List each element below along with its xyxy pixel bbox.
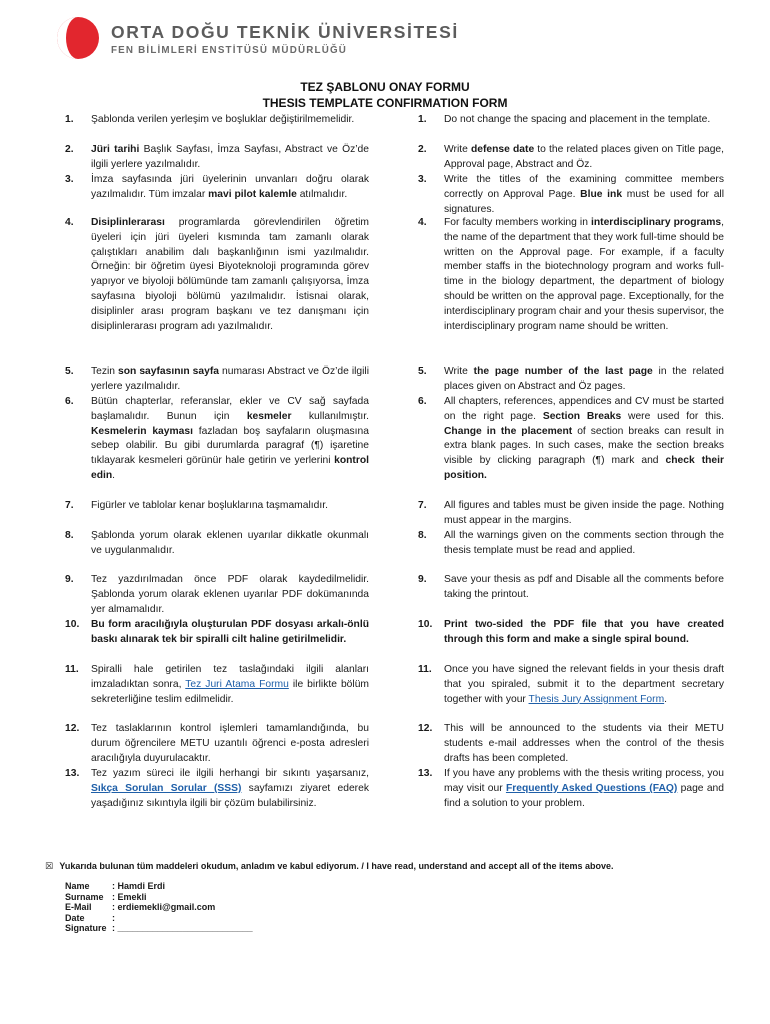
tr-item-13: 13. Tez yazım süreci ile ilgili herhangi bir sıkıntı yaşarsanız, Sıkça Sorulan Sorular (SSS) sayfamızı ziyaret ederek yaşadığınız sıkıntıyla ilgili bir çözüm bulabilirsiniz. [65,768,369,809]
faq-link-en[interactable]: Frequently Asked Questions (FAQ) [505,782,678,794]
tr-item-11: 11. Spiralli hale getirilen tez taslağındaki ilgili alanları imzaladıktan sonra, Tez Juri Atama Formu ile birlikte bölüm sekreterliğine teslim edilmelidir. [65,664,369,705]
confirmation-statement [45,861,614,872]
metu-logo-icon [55,15,101,61]
en-item-11: 11. Once you have signed the relevant fields in your thesis draft that you spiraled, submit it to the department secretary together with your Thesis Jury Assignment Form. [418,664,724,705]
en-item-13: 13. If you have any problems with the thesis writing process, you may visit our Frequently Asked Questions (FAQ) page and find a solution to your problem. [418,768,725,809]
tr-item-8: 8. Şablonda yorum olarak eklenen uyarılar dikkatle okunmalı ve uygulanmalıdır. [65,530,369,556]
en-item-4: 4. For faculty members working in interdisciplinary programs, the name of the department that they work full-time should be written on the Approval page. For example, if a faculty member staffs in the biotechnology program and works full-time in the biology department, the department of biology should be written on the approval page. Exceptionally, for the interdisciplinary program chair and your thesis supervisor, the interdisciplinary program name should be written. [418,217,724,332]
tr-item-7: 7. Figürler ve tablolar kenar boşluklarına taşmamalıdır. [65,500,328,511]
university-name: ORTA DOĞU TEKNİK ÜNİVERSİTESİ [111,22,459,42]
form-title-english: THESIS TEMPLATE CONFIRMATION FORM [262,96,508,110]
info-row-date: Date : [65,912,115,923]
tr-item-9: 9. Tez yazdırılmadan önce PDF olarak kaydedilmelidir. Şablonda yorum olarak eklenen uyarılar PDF dokümanında yer almamalıdır. [65,574,369,615]
institute-name: FEN BİLİMLERİ ENSTİTÜSÜ MÜDÜRLÜĞÜ [111,45,348,56]
jury-assignment-form-link-tr[interactable]: Tez Juri Atama Formu [185,678,289,690]
tr-item-5: 5. Tezin son sayfasının sayfa numarası Abstract ve Öz’de ilgili yerlere yazılmalıdır. [65,366,369,392]
tr-item-1: 1. Şablonda verilen yerleşim ve boşluklar değiştirilmemelidir. [65,114,355,125]
en-item-7: 7. All figures and tables must be given inside the page. Nothing must appear in the margins. [418,500,724,526]
info-row-name: Name : Hamdi Erdi [65,881,166,891]
confirmation-checkbox[interactable]: ☒ [45,861,54,871]
en-item-1: 1. Do not change the spacing and placement in the template. [418,114,711,125]
tr-item-3: 3. İmza sayfasında jüri üyelerinin unvanları doğru olarak yazılmalıdır. Tüm imzalar mavi pilot kalemle atılmalıdır. [65,174,369,200]
en-item-2: 2. Write defense date to the related places given on Title page, Approval page, Abstract and Öz. [418,144,725,170]
info-row-signature: Signature : ___________________________ [65,923,253,934]
tr-item-12: 12. Tez taslaklarının kontrol işlemleri tamamlandığında, bu durum öğrencilere METU uzantılı öğrenci e-posta adresleri aracılığıyla duyurulacaktır. [65,723,369,764]
en-item-9: 9. Save your thesis as pdf and Disable all the comments before taking the printout. [418,574,724,600]
jury-assignment-form-link-en[interactable]: Thesis Jury Assignment Form [528,693,665,705]
faq-link-tr[interactable]: Sıkça Sorulan Sorular (SSS) [91,782,242,794]
tr-item-6: 6. Bütün chapterlar, referanslar, ekler ve CV sağ sayfada başlamalıdır. Bunun için kesmeler kullanılmıştır. Kesmelerin kayması fazladan boş sayfaların oluşmasına sebep olabilir. Bu gibi durumlarda paragraf (¶) işaretine tıklayarak kesmeleri görünür hale getirin ve yerlerini kontrol edin. [65,396,369,481]
tr-item-4: 4. Disiplinlerarası programlarda görevlendirilen öğretim üyeleri için jüri üyeleri kısmında tam zamanlı olarak çalıştıkları anabilim dalı başkanlığının ismi yazılmalıdır. Örneğin: bir öğretim üyesi Biyoteknoloji programında görev yapıyor ve biyoloji bölümünde tam zamanlı çalışıyorsa, İmza sayfasına biyoloji bölümü yazılmalıdır. İstisnai olarak, disiplinler arası program başkanı ve tez danışmanı için disiplinlerarası program adı yazılmalıdır. [65,217,369,332]
confirmation-text: Yukarıda bulunan tüm maddeleri okudum, anladım ve kabul ediyorum. / I have read, understand and accept all of the items above. [59,861,614,871]
student-info [65,881,253,934]
tr-item-2: 2. Jüri tarihi Başlık Sayfası, İmza Sayfası, Abstract ve Öz’de ilgili yerlere yazılmalıdır. [65,144,369,170]
tr-item-10: 10. Bu form aracılığıyla oluşturulan PDF dosyası arkalı-önlü baskı alınarak tek bir spiralli cilt haline getirilmelidir. [65,619,369,645]
en-item-6: 6. All chapters, references, appendices and CV must be started on the right page. Section Breaks were used for this. Change in the placement of section breaks can result in extra blank pages. In such cases, make the section breaks visible by clicking paragraph (¶) mark and check their position. [418,396,725,481]
header [55,15,475,61]
en-item-10: 10. Print two-sided the PDF file that you have created through this form and make a single spiral bound. [418,619,724,645]
info-row-surname: Surname : Emekli [65,891,147,902]
form-title-turkish: TEZ ŞABLONU ONAY FORMU [300,80,470,94]
en-item-3: 3. Write the titles of the examining committee members correctly on Approval Page. Blue ink must be used for all signatures. [418,174,724,215]
info-row-email: E-Mail : erdiemekli@gmail.com [65,902,216,913]
en-item-5: 5. Write the page number of the last page in the related places given on Abstract and Öz pages. [418,366,724,392]
en-item-8: 8. All the warnings given on the comments section through the thesis template must be read and applied. [418,530,724,556]
en-item-12: 12. This will be announced to the students via their METU students e-mail addresses when the control of the thesis drafts has been completed. [418,723,724,764]
